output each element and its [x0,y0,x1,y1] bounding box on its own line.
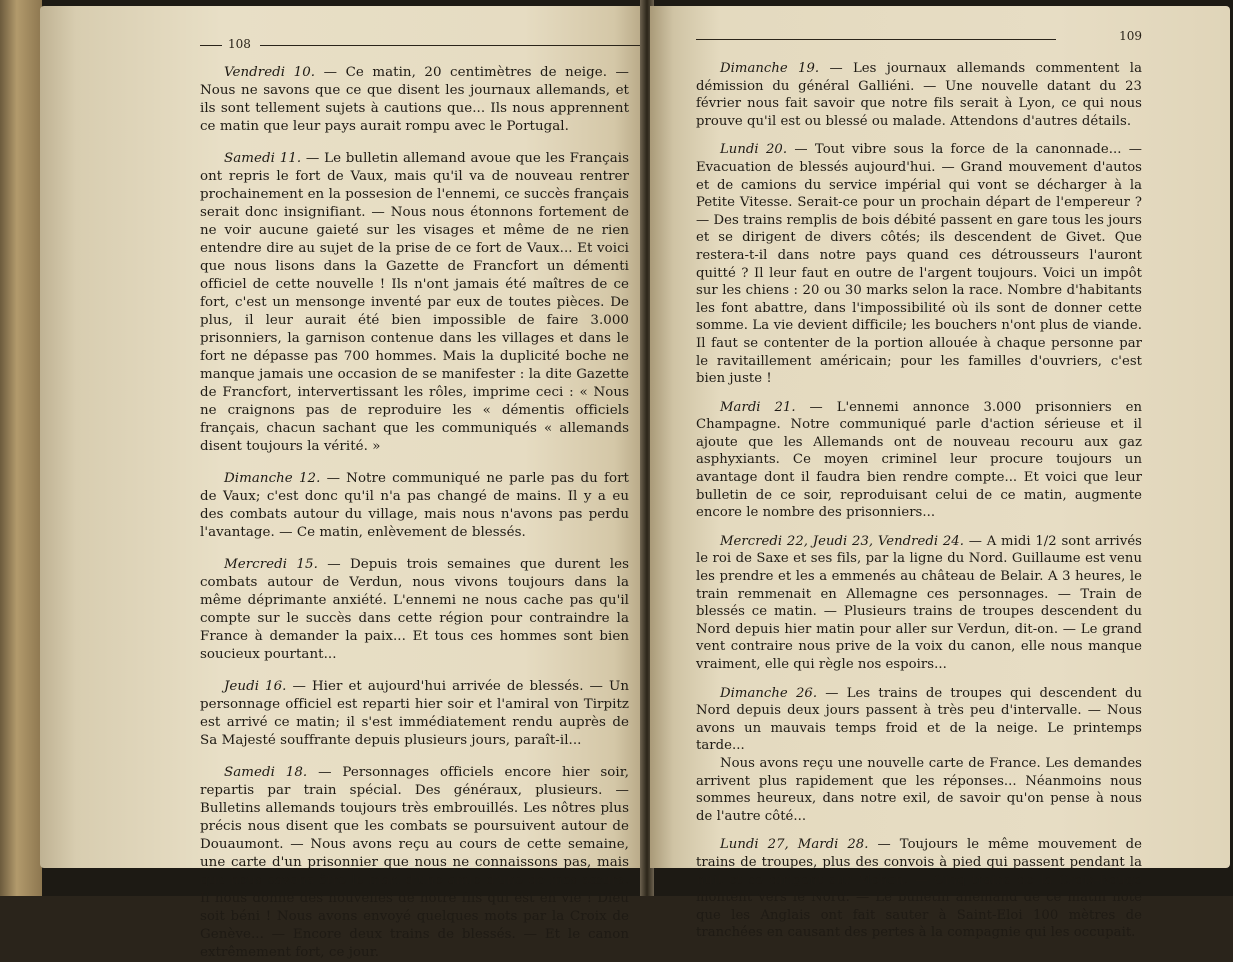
entry-date: Jeudi 16. [224,679,287,694]
entry-date: Mercredi 15. [224,557,318,572]
right-page [650,6,1230,941]
left-page [40,6,645,960]
right-page-header [696,29,1142,50]
diary-entry [696,141,1142,387]
entry-text: — Toujours le même mouvement de trains de troupes, plus des convois à pied qui passent pendant la nuit et se dirigent sur Mohon. — Cinq trains de la Croix-Rouge montent vers le Nord. — Le bulletin allemand de ce matin note que les Anglais ont fait sauter à Saint-Eloi 100 mètres de tranchées en causant des pertes à la compagnie qui les occupait. [696,837,1143,941]
book-edge [0,0,42,896]
diary-entry [696,755,1142,825]
diary-entry [200,64,629,136]
diary-entry [696,399,1142,522]
diary-entry [696,685,1142,755]
entry-text: — A midi 1/2 sont arrivés le roi de Saxe et ses fils, par la ligne du Nord. Guillaume est venu les prendre et les a emmenés au château de Belair. A 3 heures, le train remmenait en Allemagne ces personnages. — Train de blessés ce matin. — Plusieurs trains de troupes descendent du Nord depuis hier matin pour aller sur Verdun, dit-on. — Le grand vent contraire nous prive de la voix du canon, elle nous manque vraiment, elle qui règle nos espoirs... [696,533,1142,672]
page-number: 108 [228,37,251,51]
diary-entry [696,533,1142,674]
diary-entry [200,678,629,750]
entry-text: — Notre communiqué ne parle pas du fort de Vaux; c'est donc qu'il n'a pas changé de mains. Il y a eu des combats autour du village, mais nous n'avons pas perdu l'avantage. — Ce matin, enlèvement de blessés. [200,471,629,540]
entry-date: Samedi 18. [224,765,308,780]
entry-text: — Les journaux allemands commentent la démission du général Galliéni. — Une nouvelle datant du 23 février nous fait savoir que notre fils serait à Lyon, ce qui nous prouve qu'il est ou blessé ou malade. Attendons d'autres détails. [696,61,1142,129]
entry-date: Dimanche 12. [224,471,321,486]
entry-text: — Ce matin, 20 centimètres de neige. — Nous ne savons que ce que disent les journaux allemands, et ils sont tellement sujets à cautions que... Ils nous apprennent ce matin que leur pays aurait rompu avec le Portugal. [200,65,629,134]
entry-text: — Le bulletin allemand avoue que les Français ont repris le fort de Vaux, mais qu'il va de nouveau rentrer prochainement en la possesion de l'ennemi, ce succès français serait donc insignifiant. — Nous nous étonnons fortement de ne voir aucune gaieté sur les visages et même de ne rien entendre dire au sujet de la prise de ce fort de Vaux... Et voici que nous lisons dans la Gazette de Francfort un démenti officiel de cette nouvelle ! Ils n'ont jamais été maîtres de ce fort, c'est un mensonge inventé par eux de toutes pièces. De plus, il leur aurait été bien impossible de faire 3.000 prisonniers, la garnison contenue dans les villages et dans le fort ne dépasse pas 700 hommes. Mais la duplicité boche ne manque jamais une occasion de se manifester : la dite Gazette de Francfort, intervertissant les rôles, imprime ceci : « Nous ne craignons pas de reproduire les « démentis officiels français, chacun sachant que les communiqués « allemands disent toujours la vérité. » [200,151,630,454]
entry-date: Dimanche 19. [720,61,820,76]
entry-date: Lundi 20. [720,142,788,158]
diary-entry [200,470,629,542]
diary-entry [696,836,1142,942]
entry-text: Nous avons reçu une nouvelle carte de France. Les demandes arrivent plus rapidement que les réponses... Néanmoins nous sommes heureux, dans notre exil, de savoir qu'on pense à nous de l'autre côté... [696,755,1142,824]
entry-text: — Tout vibre sous la force de la canonnade... — Evacuation de blessés aujourd'hui. — Grand mouvement d'autos et de camions du service impérial qui vont se décharger à la Petite Vitesse. Serait-ce pour un prochain départ de l'empereur ? — Des trains remplis de bois débité passent en gare tous les jours et se dirigent de divers côtés; ils descendent de Givet. Que restera-t-il dans notre pays quand ces détrousseurs l'auront quitté ? Il leur faut en outre de l'argent toujours. Voici un impôt sur les chiens : 20 ou 30 marks selon la race. Nombre d'habitants les font abattre, dans l'impossibilité où ils sont de donner cette somme. La vie devient difficile; les bouchers n'ont plus de viande. Il faut se contenter de la portion allouée à chaque personne par le ravitaillement américain; pour les familles d'ouvriers, c'est bien juste ! [696,142,1142,387]
header-rule [260,45,660,46]
entry-text: — Hier et aujourd'hui arrivée de blessés. — Un personnage officiel est reparti hier soir et l'amiral von Tirpitz est arrivé ce matin; il s'est immédiatement rendu auprès de Sa Majesté souffrante depuis plusieurs jours, paraît-il... [200,679,629,748]
entry-text: — L'ennemi annonce 3.000 prisonniers en Champagne. Notre communiqué parle d'action sérieuse et il ajoute que les Allemands ont de nouveau recouru aux gaz asphyxiants. Ce moyen criminel leur procure toujours un avantage dont il faudra bien rendre compte... Et voici que leur bulletin de ce soir, reproduisant celui de ce matin, augmente encore le nombre des prisonniers... [696,399,1142,521]
header-rule [696,39,1056,40]
diary-entry [200,556,629,664]
entry-date: Lundi 27, Mardi 28. [720,837,869,853]
diary-entry [200,764,629,962]
diary-entry [696,60,1142,130]
diary-entry [200,150,629,456]
entry-date: Dimanche 26. [720,685,818,701]
entry-date: Mercredi 22, Jeudi 23, Vendredi 24. [720,533,964,549]
header-rule [200,45,222,46]
entry-date: Samedi 11. [224,151,302,166]
page-number: 109 [1119,29,1142,43]
left-page-header [200,36,629,54]
entry-date: Vendredi 10. [224,65,316,80]
entry-text: — Depuis trois semaines que durent les combats autour de Verdun, nous vivons toujours dans la même déprimante anxiété. L'ennemi ne nous cache pas qu'il compte sur le succès dans cette région pour contraindre la France à demander la paix... Et tous ces hommes sont bien soucieux pourtant... [200,557,629,662]
entry-text: — Les trains de troupes qui descendent du Nord depuis deux jours passent à très peu d'intervalle. — Nous avons un mauvais temps froid et de la neige. Le printemps tarde... [696,685,1143,754]
entry-text: — Personnages officiels encore hier soir, repartis par train spécial. Des généraux, plusieurs. — Bulletins allemands toujours très embrouillés. Les nôtres plus précis nous disent que les combats se poursuivent autour de Douaumont. — Nous avons reçu au cours de cette semaine, une carte d'un prisonnier que nous ne connaissons pas, mais que nous savons être le mari d'une amie d'une de mes sœurs. Il nous donne des nouvelles de notre fils qui est en vie ! Dieu soit béni ! Nous avons envoyé quelques mots par la Croix de Genève... — Encore deux trains de blessés. — Et le canon extrêmement fort, ce jour. [200,765,629,960]
entry-date: Mardi 21. [720,399,796,415]
